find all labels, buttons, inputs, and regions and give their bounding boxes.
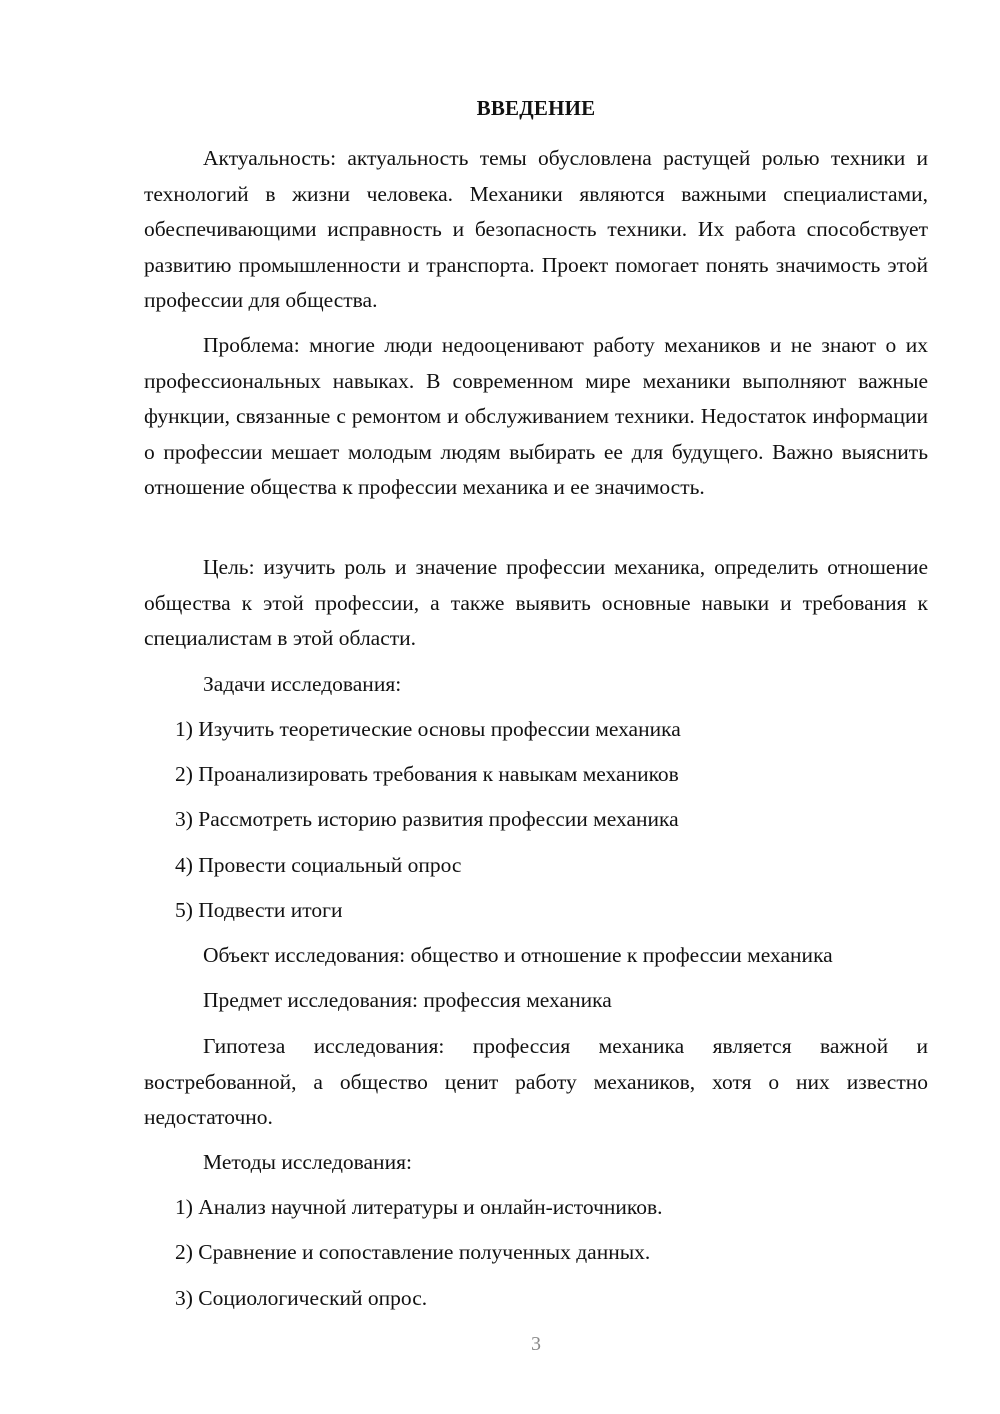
goal-paragraph: Цель: изучить роль и значение профессии механика, определить отношение общества к этой профессии, а также выявить основные навыки и требования к специалистам в этой области.	[144, 555, 928, 650]
relevance-paragraph: Актуальность: актуальность темы обусловлена растущей ролью техники и технологий в жизни человека. Механики являются важными специалистами, обеспечивающими исправность и безопасность техники. Их работа способствует развитию промышленности и транспорта. Проект помогает понять значимость этой профессии для общества.	[144, 146, 928, 312]
task-item: 2) Проанализировать требования к навыкам механиков	[175, 762, 679, 786]
method-item: 2) Сравнение и сопоставление полученных данных.	[175, 1240, 651, 1264]
tasks-heading: Задачи исследования:	[203, 672, 402, 696]
method-item: 1) Анализ научной литературы и онлайн-источников.	[175, 1195, 663, 1219]
object-line: Объект исследования: общество и отношение к профессии механика	[203, 943, 833, 967]
subject-line: Предмет исследования: профессия механика	[203, 988, 612, 1012]
problem-paragraph: Проблема: многие люди недооценивают работу механиков и не знают о их профессиональных навыках. В современном мире механики выполняют важные функции, связанные с ремонтом и обслуживанием техники. Недостаток информации о профессии мешает молодым людям выбирать ее для будущего. Важно выяснить отношение общества к профессии механика и ее значимость.	[144, 333, 928, 499]
task-item: 5) Подвести итоги	[175, 898, 343, 922]
task-item: 3) Рассмотреть историю развития профессии механика	[175, 807, 679, 831]
hypothesis-paragraph: Гипотеза исследования: профессия механика является важной и востребованной, а общество ценит работу механиков, хотя о них известно недостаточно.	[144, 1034, 928, 1129]
page-title: ВВЕДЕНИЕ	[476, 96, 596, 120]
method-item: 3) Социологический опрос.	[175, 1286, 428, 1310]
page-number: 3	[531, 1333, 541, 1355]
methods-heading: Методы исследования:	[203, 1150, 412, 1174]
task-item: 4) Провести социальный опрос	[175, 853, 462, 877]
task-item: 1) Изучить теоретические основы профессии механика	[175, 717, 681, 741]
